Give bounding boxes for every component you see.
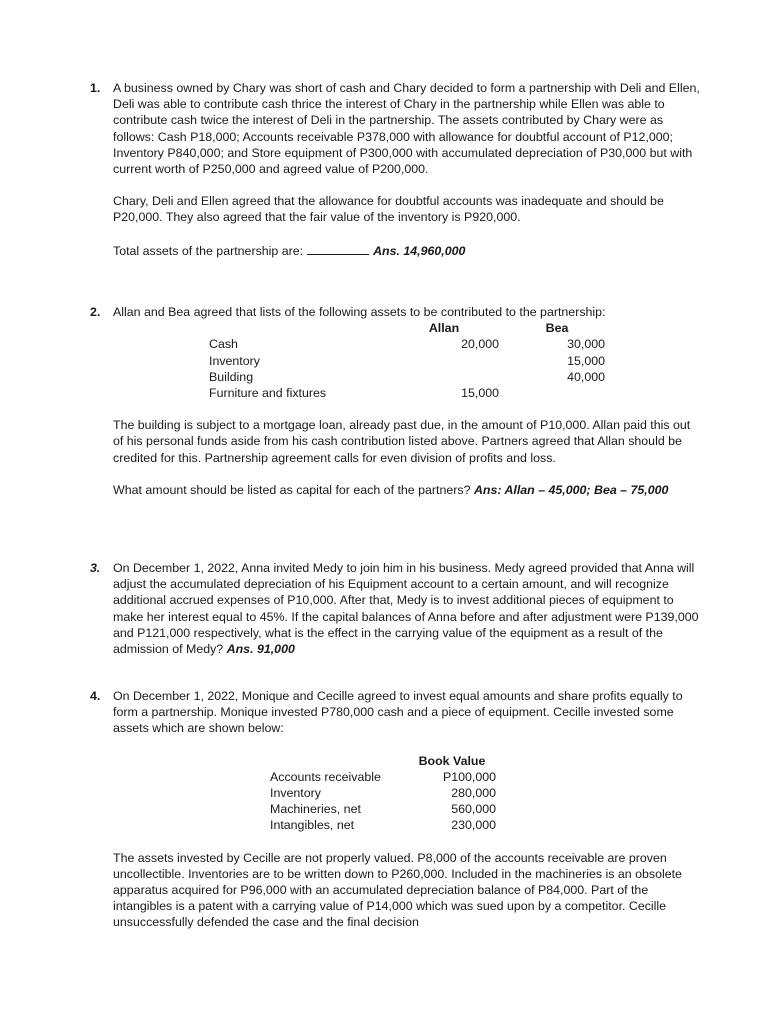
- table-cell: 230,000: [451, 818, 496, 833]
- question-paragraph: Allan and Bea agreed that lists of the following assets to be contributed to the partnership:: [113, 305, 606, 319]
- question-prompt: [113, 242, 700, 259]
- question-paragraph: A business owned by Chary was short of cash and Chary decided to form a partnership with Deli and Ellen, Deli was able to contribute cash thrice the interest of Chary in the partnership while Ellen was able to contribute cash twice the interest of Deli in the partnership. The assets contributed by Chary were as follows: Cash P18,000; Accounts receivable P378,000 with allowance for doubtful account of P12,000; Inventory P840,000; and Store equipment of P300,000 with accumulated depreciation of P30,000 but with current worth of P250,000 and agreed value of P200,000.: [113, 81, 700, 177]
- question-text: On December 1, 2022, Anna invited Medy to join him in his business. Medy agreed provided that Anna will adjust the accumulated depreciation of his Equipment account to a certain amount, and will recognize additional accrued expenses of P10,000. After that, Medy is to invest additional pieces of equipment to make her interest equal to 45%. If the capital balances of Anna before and after adjustment were P139,000 and P121,000 respectively, what is the effect in the carrying value of the equipment as a result of the admission of Medy?: [113, 561, 699, 657]
- table-cell: Cash: [209, 337, 238, 352]
- table-cell: 20,000: [461, 337, 499, 352]
- table-cell: P100,000: [442, 769, 496, 784]
- table-header: Book Value: [418, 753, 486, 768]
- table-row: [270, 817, 496, 833]
- table-row: [209, 353, 605, 369]
- table-row: [270, 785, 496, 801]
- question-number: 4.: [90, 689, 101, 703]
- answer-blank: [307, 242, 369, 255]
- table-header: [209, 320, 389, 336]
- table-header: Bea: [545, 321, 569, 336]
- question-paragraph: The building is subject to a mortgage loan, already past due, in the amount of P10,000. Allan paid this out of his personal funds aside from his cash contribution listed above. Partners agreed that Allan should be credited for this. Partnership agreement calls for even division of profits and loss.: [113, 418, 691, 465]
- table-cell: Furniture and fixtures: [209, 386, 327, 401]
- question-1: [90, 80, 700, 259]
- answer-text: Ans. 91,000: [226, 642, 295, 657]
- table-cell: 15,000: [567, 353, 605, 368]
- prompt-text: Total assets of the partnership are:: [113, 243, 304, 258]
- table-cell: Inventory: [209, 353, 260, 368]
- table-cell: [389, 353, 509, 369]
- contribution-table: [209, 320, 605, 401]
- table-header: Allan: [428, 321, 460, 336]
- question-paragraph: On December 1, 2022, Monique and Cecille agreed to invest equal amounts and share profits equally to form a partnership. Monique invested P780,000 cash and a piece of equipment. Cecille invested some assets which are shown below:: [113, 689, 683, 736]
- table-row: [209, 336, 605, 352]
- table-row: [270, 801, 496, 817]
- table-cell: Building: [209, 369, 254, 384]
- answer-text: Ans. 14,960,000: [373, 243, 466, 258]
- question-4: [90, 688, 700, 931]
- answer-text: Ans: Allan – 45,000; Bea – 75,000: [473, 482, 669, 497]
- question-paragraph: Chary, Deli and Ellen agreed that the allowance for doubtful accounts was inadequate and should be P20,000. They also agreed that the fair value of the inventory is P920,000.: [113, 194, 664, 225]
- table-cell: Accounts receivable: [270, 769, 381, 784]
- table-cell: Machineries, net: [270, 802, 361, 817]
- table-row: [209, 385, 605, 401]
- book-value-table: [270, 753, 496, 834]
- table-row: [209, 369, 605, 385]
- question-2: [90, 304, 700, 498]
- table-cell: Inventory: [270, 786, 321, 801]
- question-prompt: [113, 482, 700, 498]
- table-header-row: [270, 753, 496, 769]
- table-cell: 280,000: [451, 786, 496, 801]
- table-cell: 40,000: [567, 369, 605, 384]
- table-cell: [509, 385, 605, 401]
- prompt-text: What amount should be listed as capital for each of the partners?: [113, 482, 471, 497]
- question-number: 2.: [90, 305, 101, 319]
- question-number: 1.: [90, 81, 101, 95]
- table-cell: 560,000: [451, 802, 496, 817]
- question-3: [90, 560, 700, 657]
- table-cell: 15,000: [461, 386, 499, 401]
- table-row: [270, 769, 496, 785]
- table-cell: 30,000: [567, 337, 605, 352]
- question-number: 3.: [90, 561, 101, 575]
- table-header-row: [209, 320, 605, 336]
- table-cell: [389, 369, 509, 385]
- question-paragraph: The assets invested by Cecille are not properly valued. P8,000 of the accounts receivable are proven uncollectible. Inventories are to be written down to P260,000. Included in the machineries is an obsolete apparatus acquired for P96,000 with an accumulated depreciation balance of P84,000. Part of the intangibles is a patent with a carrying value of P14,000 which was sued upon by a competitor. Cecille unsuccessfully defended the case and the final decision: [113, 850, 682, 930]
- question-paragraph: [113, 560, 700, 657]
- table-cell: Intangibles, net: [270, 818, 355, 833]
